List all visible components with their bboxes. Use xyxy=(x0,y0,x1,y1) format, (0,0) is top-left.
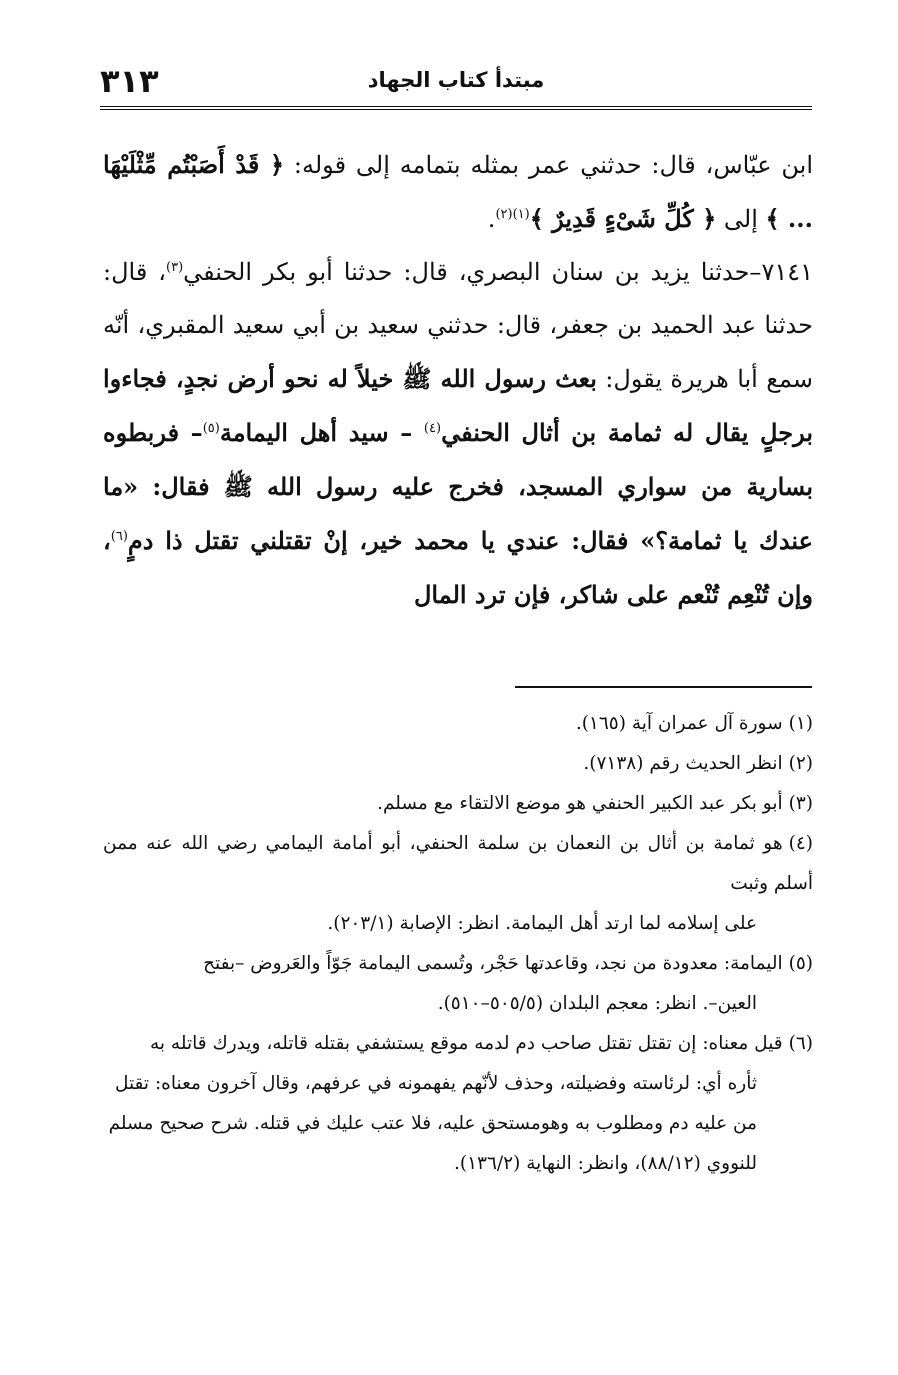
page-number: ٣١٣ xyxy=(100,62,159,100)
paragraph-1 xyxy=(103,138,813,246)
header-rule xyxy=(100,106,812,113)
footnote-text: قيل معناه: إن تقتل تقتل صاحب دم لدمه موقع يستشفي بقتله قاتله، ويدرك قاتله به xyxy=(149,1033,783,1054)
footnote-number: (٢) xyxy=(788,753,813,774)
footnote-3 xyxy=(103,784,813,824)
paragraph-1-end: . xyxy=(487,205,496,233)
quran-quote-2: ﴿ كُلِّ شَىْءٍ قَدِيرٌ ﴾ xyxy=(529,204,717,233)
footnote-5 xyxy=(103,944,813,1024)
chapter-title: مبتدأ كتاب الجهاد xyxy=(367,68,545,92)
footnote-ref-1-2: (١)(٢) xyxy=(495,207,530,222)
hadith-text-a: بعث رسول الله ﷺ خيلاً له نحو أرض نجدٍ، فجاءوا برجلٍ يقال له ثمامة بن أثال الحنفي xyxy=(103,364,813,447)
footnote-ref-5: (٥) xyxy=(202,421,220,436)
footnote-continuation: ثأره أي: لرئاسته وفضيلته، وحذف لأنّهم يفهمونه في عرفهم، وقال آخرون معناه: تقتل من عليه دم ومطلوب به وهومستحق عليه، فلا عتب عليك في قتله. شرح صحيح مسلم للنووي (٨٨/١٢)، وانظر: النهاية (١٣٦/٢). xyxy=(108,1073,757,1174)
paragraph-2 xyxy=(103,246,813,622)
hadith-text-b: – سيد أهل اليمامة xyxy=(219,418,424,447)
footnote-number: (٥) xyxy=(788,953,813,974)
footnote-ref-3: (٣) xyxy=(166,260,184,275)
paragraph-1-text-a: ابن عبّاس، قال: حدثني عمر بمثله بتمامه إلى قوله: xyxy=(284,151,813,179)
footnote-continuation: العين–. انظر: معجم البلدان (٥٠٥/٥–٥١٠). xyxy=(437,993,757,1014)
footnote-2 xyxy=(103,744,813,784)
hadith-text-c: – فربطوه بسارية من سواري المسجد، فخرج عليه رسول الله ﷺ فقال: «ما عندك يا ثمامة؟» فقال: عندي يا محمد خير، إنْ تقتلني تقتل ذا دمٍ xyxy=(103,418,813,555)
footnote-ref-6: (٦) xyxy=(110,529,128,544)
footnotes xyxy=(103,704,813,1184)
footnote-ref-4: (٤) xyxy=(423,421,442,436)
footnote-6 xyxy=(103,1024,813,1184)
footnote-separator xyxy=(515,686,812,688)
footnote-continuation: على إسلامه لما ارتد أهل اليمامة. انظر: الإصابة (٢٠٣/١). xyxy=(327,913,757,934)
footnote-text: اليمامة: معدودة من نجد، وقاعدتها حَجْر، وتُسمى اليمامة جَوّاً والعَروض –بفتح xyxy=(203,953,783,974)
page-header xyxy=(100,62,812,106)
footnote-text: هو ثمامة بن أثال بن النعمان بن سلمة الحنفي، أبو أمامة اليمامي رضي الله عنه ممن أسلم وثبت xyxy=(103,833,813,894)
hadith-chain-b: ، قال: حدثنا عبد الحميد بن جعفر، قال: حدثني سعيد بن أبي سعيد المقبري، أنّه سمع أبا هريرة يقول: xyxy=(103,258,813,393)
footnote-text: سورة آل عمران آية (١٦٥). xyxy=(575,713,783,734)
footnote-number: (١) xyxy=(788,713,813,734)
footnote-1 xyxy=(103,704,813,744)
footnote-text: أبو بكر عبد الكبير الحنفي هو موضع الالتقاء مع مسلم. xyxy=(377,793,783,814)
hadith-chain-a: ٧١٤١–حدثنا يزيد بن سنان البصري، قال: حدثنا أبو بكر الحنفي xyxy=(183,258,813,286)
footnote-number: (٣) xyxy=(788,793,813,814)
footnote-4 xyxy=(103,824,813,944)
main-text xyxy=(103,138,813,622)
paragraph-1-text-b: إلى xyxy=(716,205,766,233)
footnote-number: (٦) xyxy=(788,1033,813,1054)
footnote-text: انظر الحديث رقم (٧١٣٨). xyxy=(583,753,783,774)
quran-quote-1: ﴿ قَدْ أَصَبْتُم مِّثْلَيْهَا ... ﴾ xyxy=(103,150,813,233)
hadith-text-d: ، وإن تُنْعِم تُنْعم على شاكر، فإن ترد المال xyxy=(103,526,813,609)
footnote-number: (٤) xyxy=(788,833,813,854)
